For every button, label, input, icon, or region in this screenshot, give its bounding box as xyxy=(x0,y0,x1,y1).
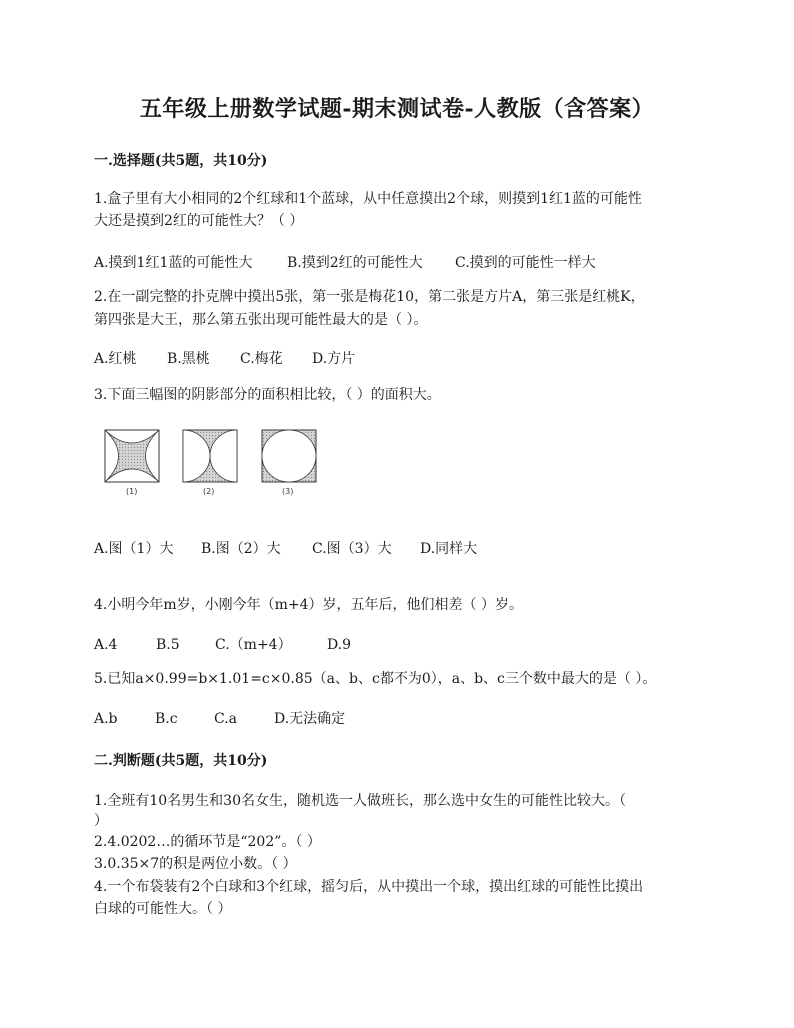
figure-2 xyxy=(183,430,237,482)
q4-option-c[interactable]: C.（m+4） xyxy=(215,637,292,653)
q1-text-line2: 大还是摸到2红的可能性大？（ ） xyxy=(94,213,304,229)
q4-option-d[interactable]: D.9 xyxy=(327,637,352,653)
q3-option-d[interactable]: D.同样大 xyxy=(420,541,478,557)
q5-option-d[interactable]: D.无法确定 xyxy=(274,711,346,727)
q3-option-c[interactable]: C.图（3）大 xyxy=(312,541,392,557)
page-title: 五年级上册数学试题-期末测试卷-人教版（含答案） xyxy=(139,96,655,122)
q3-option-b[interactable]: B.图（2）大 xyxy=(201,541,281,557)
q2-text-line2: 第四张是大王，那么第五张出现可能性最大的是（ ）。 xyxy=(94,312,428,328)
q5-options xyxy=(94,708,345,728)
q2-options xyxy=(94,348,355,368)
q2-option-d[interactable]: D.方片 xyxy=(312,351,356,367)
j2-text: 2.4.0202…的循环节是“202”。（ ） xyxy=(94,834,321,850)
q3-options xyxy=(94,538,477,558)
q2-option-b[interactable]: B.黑桃 xyxy=(167,351,210,367)
q1-options xyxy=(94,252,596,272)
q2-text-line1: 2.在一副完整的扑克牌中摸出5张，第一张是梅花10，第二张是方片A，第三张是红桃K， xyxy=(94,289,645,305)
q5-text: 5.已知a×0.99=b×1.01=c×0.85（a、b、c都不为0），a、b、c三个数中最大的是（ ）。 xyxy=(94,671,657,687)
q5-option-b[interactable]: B.c xyxy=(155,711,178,727)
q4-text: 4.小明今年m岁，小刚今年（m+4）岁，五年后，他们相差（ ）岁。 xyxy=(94,597,523,613)
q5-option-c[interactable]: C.a xyxy=(214,711,238,727)
figure-2-label: (2) xyxy=(203,487,215,496)
figure-1-label: (1) xyxy=(126,487,138,496)
q4-option-a[interactable]: A.4 xyxy=(94,637,118,653)
q3-figures xyxy=(100,428,340,500)
q1-text-line1: 1.盒子里有大小相同的2个红球和1个蓝球，从中任意摸出2个球，则摸到1红1蓝的可能性 xyxy=(94,191,642,207)
figure-3-label: (3) xyxy=(282,487,294,496)
j1-text-line2: ） xyxy=(94,813,108,829)
q5-option-a[interactable]: A.b xyxy=(94,711,118,727)
q4-options xyxy=(94,634,351,654)
section-choice-heading: 一.选择题(共5题，共10分) xyxy=(94,153,268,169)
q1-option-b[interactable]: B.摸到2红的可能性大 xyxy=(287,255,423,271)
section-judge-heading: 二.判断题(共5题，共10分) xyxy=(94,753,268,769)
q1-option-a[interactable]: A.摸到1红1蓝的可能性大 xyxy=(94,255,253,271)
figure-1 xyxy=(105,430,159,482)
j4-text-line2: 白球的可能性大。（ ） xyxy=(94,901,232,917)
q1-option-c[interactable]: C.摸到的可能性一样大 xyxy=(455,255,596,271)
j1-text-line1: 1.全班有10名男生和30名女生，随机选一人做班长，那么选中女生的可能性比较大。（ xyxy=(94,793,626,809)
q4-option-b[interactable]: B.5 xyxy=(156,637,180,653)
q3-text: 3.下面三幅图的阴影部分的面积相比较，（ ）的面积大。 xyxy=(94,387,441,403)
j3-text: 3.0.35×7的积是两位小数。（ ） xyxy=(94,856,297,872)
q2-option-c[interactable]: C.梅花 xyxy=(240,351,283,367)
q2-option-a[interactable]: A.红桃 xyxy=(94,351,137,367)
j4-text-line1: 4.一个布袋装有2个白球和3个红球，摇匀后，从中摸出一个球，摸出红球的可能性比摸出 xyxy=(94,879,644,895)
q3-option-a[interactable]: A.图（1）大 xyxy=(94,541,174,557)
figure-3 xyxy=(262,430,316,482)
